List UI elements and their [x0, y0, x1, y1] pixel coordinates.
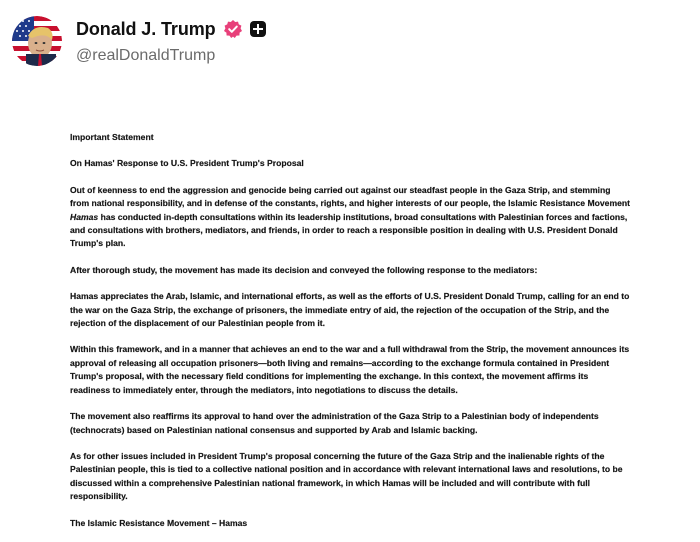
paragraph-1-text-b: has conducted in-depth consultations within its leadership institutions, broad consultations with Palestinian forces and factions, and consultations with brothers, mediators, and friends, in order to reach a responsible position in dealing with U.S. President Donald Trump's plan. [70, 211, 628, 249]
name-row [76, 17, 267, 41]
avatar[interactable] [12, 16, 62, 66]
statement-document [70, 131, 630, 530]
paragraph-1-text-a: Out of keenness to end the aggression and genocide being carried out against our steadfast people in the Gaza Strip, and stemming from national responsibility, and in defense of the constants, rights, and higher interests of our people, the Islamic Resistance Movement [70, 184, 630, 209]
statement-title: Important Statement [70, 132, 154, 142]
verified-badge-icon [223, 19, 243, 39]
author-handle[interactable]: @realDonaldTrump [76, 47, 216, 64]
avatar-portrait-icon [12, 16, 62, 66]
author-identity [76, 17, 267, 65]
statement-paragraph-4: Within this framework, and in a manner that achieves an end to the war and a full withdrawal from the Strip, the movement announces its approval of releasing all occupation prisoners—both living and remains—according to the exchange formula contained in President Trump's proposal, with the necessary field conditions for implementing the exchange. In this context, the movement affirms its readiness to immediately enter, through the mediators, into negotiations to discuss the details. [70, 344, 630, 395]
statement-paragraph-5: The movement also reaffirms its approval to hand over the administration of the Gaza Strip to a Palestinian body of independents (technocrats) based on Palestinian national consensus and supported by Arab and Islamic backing. [70, 411, 599, 435]
paragraph-1-emphasis: Hamas [70, 211, 99, 222]
plus-box-icon [249, 20, 267, 38]
statement-subtitle: On Hamas' Response to U.S. President Trump's Proposal [70, 158, 304, 169]
author-display-name[interactable]: Donald J. Trump [76, 18, 216, 39]
statement-signature: The Islamic Resistance Movement – Hamas [70, 517, 248, 528]
statement-paragraph-6: As for other issues included in President Trump's proposal concerning the future of the Gaza Strip and the inalienable rights of the Palestinian people, this is tied to a collective national position and in accordance with relevant international laws and resolutions, to be discussed within a comprehensive Palestinian national framework, in which Hamas will be included and will contribute with full responsibility. [70, 450, 623, 502]
statement-paragraph-1 [70, 184, 630, 251]
statement-paragraph-2: After thorough study, the movement has made its decision and conveyed the following response to the mediators: [70, 264, 538, 275]
post-header [12, 13, 267, 69]
statement-paragraph-3: Hamas appreciates the Arab, Islamic, and international efforts, as well as the efforts of U.S. President Donald Trump, calling for an end to the war on the Gaza Strip, the exchange of prisoners, the immediate entry of aid, the rejection of the occupation of the Strip, and the rejection of the displacement of our Palestinian people from it. [70, 291, 630, 329]
